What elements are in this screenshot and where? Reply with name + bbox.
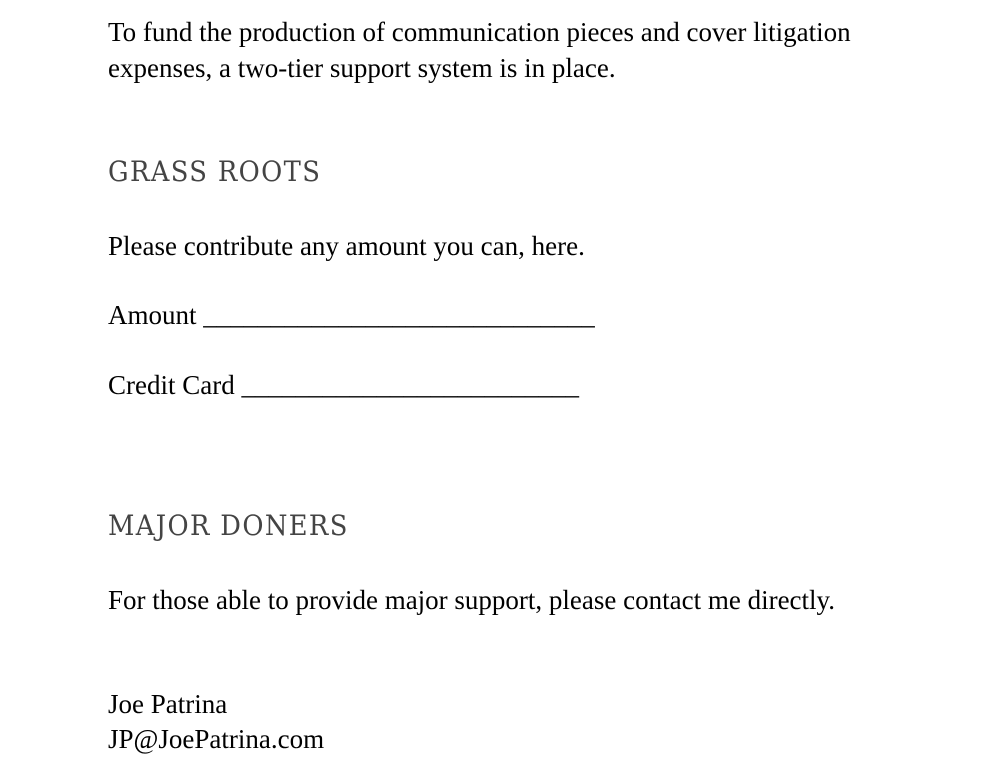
intro-paragraph: To fund the production of communication pieces and cover litigation expenses, a two-tier support system is in place. [108,17,851,83]
credit-card-blank-line[interactable]: _________________________ [241,370,579,400]
credit-card-label: Credit Card [108,370,242,400]
amount-blank-line[interactable]: _____________________________ [203,300,595,330]
amount-label: Amount [108,300,204,330]
contact-email[interactable]: JP@JoePatrina.com [108,724,325,754]
major-donors-text: For those able to provide major support, please contact me directly. [108,585,836,615]
credit-card-field-row [108,367,579,403]
contact-name: Joe Patrina [108,689,228,719]
major-donors-heading: MAJOR DONERS [108,509,349,542]
grass-roots-text: Please contribute any amount you can, here. [108,231,585,261]
amount-field-row [108,297,595,333]
grass-roots-heading: GRASS ROOTS [108,155,322,188]
